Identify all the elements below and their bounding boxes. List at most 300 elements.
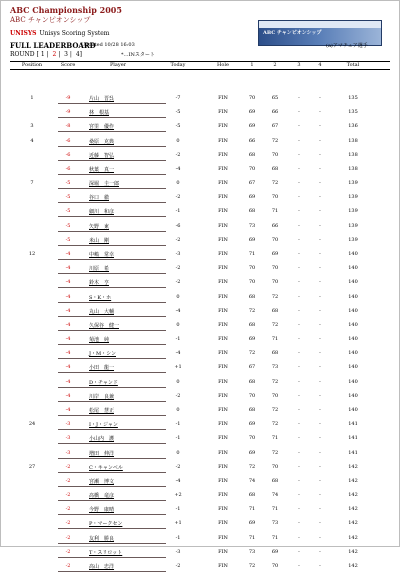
- table-row: [0, 205, 400, 217]
- round-3-cell: -: [298, 236, 300, 243]
- round-label: ROUND: [10, 51, 35, 58]
- round-3-cell: -: [298, 449, 300, 456]
- player-name[interactable]: 丸山 大輔: [89, 308, 115, 315]
- today-cell: -1: [175, 506, 181, 513]
- round-2-cell: 67: [271, 123, 279, 130]
- round-3-cell: -: [298, 123, 300, 130]
- round-1-cell: 70: [248, 95, 256, 101]
- total-cell: 140: [348, 250, 358, 257]
- player-name[interactable]: 谷口 徹: [89, 195, 110, 202]
- player-name[interactable]: 松尾 慧正: [89, 407, 115, 414]
- today-cell: -2: [175, 265, 181, 272]
- score-cell: -4: [65, 250, 71, 257]
- today-cell: 0: [176, 137, 180, 144]
- score-cell: -4: [65, 392, 71, 399]
- score-cell: -4: [65, 279, 71, 286]
- player-name[interactable]: 深堀 圭一郎: [89, 181, 120, 188]
- round-4-cell: -: [319, 293, 321, 300]
- round-1-cell: 66: [248, 137, 256, 144]
- table-row: [0, 149, 400, 161]
- hole-cell: FIN: [218, 109, 228, 116]
- score-cell: -4: [65, 406, 71, 413]
- round-3-cell: -: [298, 463, 300, 470]
- round-1-cell: 70: [248, 165, 256, 172]
- round-3-cell: -: [298, 208, 300, 215]
- score-cell: -4: [65, 364, 71, 371]
- hole-cell: FIN: [218, 165, 228, 172]
- position-cell: 3: [30, 123, 34, 130]
- score-cell: -2: [65, 520, 71, 527]
- table-row: [0, 390, 400, 402]
- round-3-cell: -: [298, 562, 300, 569]
- total-cell: 142: [348, 562, 358, 569]
- player-name[interactable]: 髙山 忠洋: [89, 563, 115, 570]
- hole-cell: FIN: [218, 236, 228, 243]
- player-name[interactable]: 川原 希: [89, 266, 110, 273]
- round-2-cell: 72: [271, 321, 279, 328]
- round-1-cell: 69: [248, 449, 256, 456]
- round-3-cell: -: [298, 137, 300, 144]
- round-2-cell: 71: [271, 336, 279, 343]
- total-cell: 138: [348, 137, 358, 144]
- score-cell: -5: [65, 194, 71, 201]
- table-row: [0, 461, 400, 473]
- table-row: [0, 163, 400, 175]
- player-name[interactable]: 鈴木 亨: [89, 280, 110, 287]
- hole-cell: FIN: [218, 477, 228, 484]
- sponsor-line: [10, 30, 110, 37]
- round-4-cell: -: [319, 449, 321, 456]
- player-name[interactable]: D・チャンド: [89, 379, 118, 386]
- table-row: [0, 234, 400, 246]
- round-2-cell: 66: [271, 109, 279, 116]
- position-cell: 4: [30, 137, 34, 144]
- table-row: [0, 291, 400, 303]
- total-cell: 141: [348, 421, 358, 428]
- hole-cell: FIN: [218, 392, 228, 399]
- row-divider: [58, 273, 166, 274]
- player-name[interactable]: 増田 伸洋: [89, 450, 115, 457]
- hole-cell: FIN: [218, 449, 228, 456]
- row-divider: [58, 287, 166, 288]
- player-name[interactable]: 秋葉 真一: [89, 166, 115, 173]
- row-divider: [58, 387, 166, 388]
- round-4-cell: -: [319, 562, 321, 569]
- total-cell: 139: [348, 222, 358, 229]
- row-divider: [58, 231, 166, 232]
- table-row: [0, 517, 400, 529]
- round-1-cell: 70: [248, 279, 256, 286]
- score-cell: -5: [65, 236, 71, 243]
- table-row: [0, 120, 400, 132]
- round-1-cell: 67: [248, 364, 256, 371]
- score-cell: -3: [65, 435, 71, 442]
- position-cell: 12: [28, 250, 36, 257]
- round-2-cell: 70: [271, 392, 279, 399]
- round-link-3[interactable]: 3: [64, 51, 68, 58]
- table-row: [0, 361, 400, 373]
- row-divider: [58, 543, 166, 544]
- today-cell: -7: [175, 95, 181, 101]
- row-divider: [58, 358, 166, 359]
- round-1-cell: 70: [248, 392, 256, 399]
- round-4-cell: -: [319, 520, 321, 527]
- hole-cell: FIN: [218, 562, 228, 569]
- hole-cell: FIN: [218, 194, 228, 201]
- round-3-cell: -: [298, 520, 300, 527]
- total-cell: 136: [348, 123, 358, 130]
- round-4-cell: -: [319, 265, 321, 272]
- score-cell: -2: [65, 506, 71, 513]
- round-1-cell: 72: [248, 463, 256, 470]
- round-3-cell: -: [298, 321, 300, 328]
- round-2-cell: 68: [271, 477, 279, 484]
- row-divider: [58, 259, 166, 260]
- hole-cell: FIN: [218, 350, 228, 357]
- table-row: [0, 92, 400, 104]
- round-link-1[interactable]: 1: [40, 51, 45, 58]
- round-3-cell: -: [298, 378, 300, 385]
- round-1-cell: 69: [248, 123, 256, 130]
- today-cell: -2: [175, 392, 181, 399]
- score-cell: -4: [65, 350, 71, 357]
- round-1-cell: 72: [248, 350, 256, 357]
- total-cell: 142: [348, 506, 358, 513]
- total-cell: 140: [348, 307, 358, 314]
- player-name[interactable]: I・J・ジャン: [89, 422, 118, 429]
- total-cell: 138: [348, 151, 358, 158]
- player-name[interactable]: 矢野 東: [89, 223, 110, 230]
- round-4-cell: -: [319, 137, 321, 144]
- score-cell: -2: [65, 492, 71, 499]
- round-2-cell: 69: [271, 250, 279, 257]
- table-row: [0, 532, 400, 544]
- round-1-cell: 71: [248, 534, 256, 541]
- hole-cell: FIN: [218, 463, 228, 470]
- score-cell: -9: [65, 109, 71, 116]
- today-cell: 0: [176, 449, 180, 456]
- round-4-cell: -: [319, 165, 321, 172]
- row-divider: [58, 316, 166, 317]
- round-link-4[interactable]: 4: [75, 51, 80, 58]
- score-cell: -4: [65, 378, 71, 385]
- col-round-3: 3: [297, 62, 301, 68]
- round-4-cell: -: [319, 364, 321, 371]
- table-row: [0, 305, 400, 317]
- table-row: [0, 333, 400, 345]
- row-divider: [58, 514, 166, 515]
- score-cell: -6: [65, 137, 71, 144]
- today-cell: -1: [175, 336, 181, 343]
- round-2-cell: 70: [271, 265, 279, 272]
- row-divider: [58, 117, 166, 118]
- score-cell: -2: [65, 562, 71, 569]
- today-cell: 0: [176, 321, 180, 328]
- total-cell: 140: [348, 350, 358, 357]
- round-4-cell: -: [319, 406, 321, 413]
- round-2-cell: 70: [271, 236, 279, 243]
- round-3-cell: -: [298, 165, 300, 172]
- round-3-cell: -: [298, 406, 300, 413]
- round-1-cell: 68: [248, 321, 256, 328]
- row-divider: [58, 429, 166, 430]
- round-2-cell: 68: [271, 165, 279, 172]
- row-divider: [58, 216, 166, 217]
- score-cell: -6: [65, 151, 71, 158]
- table-row: [0, 248, 400, 260]
- total-cell: 140: [348, 279, 358, 286]
- player-name[interactable]: 宮里 優作: [89, 124, 115, 131]
- score-cell: -5: [65, 222, 71, 229]
- hole-cell: FIN: [218, 279, 228, 286]
- table-row: [0, 262, 400, 274]
- player-name[interactable]: 林 根基: [89, 110, 110, 117]
- today-cell: -4: [175, 477, 181, 484]
- hole-cell: FIN: [218, 492, 228, 499]
- total-cell: 135: [348, 95, 358, 101]
- row-divider: [58, 103, 166, 104]
- table-row: [0, 418, 400, 430]
- row-divider: [58, 528, 166, 529]
- row-divider: [58, 401, 166, 402]
- today-cell: -1: [175, 208, 181, 215]
- position-cell: 27: [28, 463, 36, 470]
- score-cell: -4: [65, 307, 71, 314]
- today-cell: -2: [175, 236, 181, 243]
- round-selector: ROUND [ 1 | 2 | 3 | 4]: [10, 51, 82, 58]
- round-3-cell: -: [298, 95, 300, 101]
- score-cell: -6: [65, 165, 71, 172]
- player-name[interactable]: 細川 和彦: [89, 209, 115, 216]
- hole-cell: FIN: [218, 548, 228, 555]
- score-cell: -2: [65, 463, 71, 470]
- round-1-cell: 73: [248, 222, 256, 229]
- player-name[interactable]: 髙橋 竜彦: [89, 493, 115, 500]
- table-row: [0, 546, 400, 558]
- round-3-cell: -: [298, 477, 300, 484]
- total-cell: 138: [348, 165, 358, 172]
- player-name[interactable]: 久保谷 健一: [89, 322, 120, 329]
- hole-cell: FIN: [218, 95, 228, 101]
- table-row: [0, 447, 400, 459]
- player-name[interactable]: 桑原 克典: [89, 138, 115, 145]
- total-cell: 142: [348, 463, 358, 470]
- today-cell: 0: [176, 406, 180, 413]
- round-4-cell: -: [319, 506, 321, 513]
- sponsor-logo: UNISYS: [10, 30, 37, 37]
- total-cell: 140: [348, 265, 358, 272]
- score-cell: -2: [65, 477, 71, 484]
- round-3-cell: -: [298, 492, 300, 499]
- round-3-cell: -: [298, 506, 300, 513]
- col-hole: Hole: [217, 62, 229, 68]
- round-2-cell: 72: [271, 421, 279, 428]
- row-divider: [58, 245, 166, 246]
- row-divider: [58, 188, 166, 189]
- hole-cell: FIN: [218, 378, 228, 385]
- table-row: [0, 475, 400, 487]
- total-cell: 140: [348, 364, 358, 371]
- table-row: [0, 347, 400, 359]
- row-divider: [58, 443, 166, 444]
- today-cell: -5: [175, 123, 181, 130]
- score-cell: -3: [65, 421, 71, 428]
- col-total: Total: [346, 62, 360, 68]
- round-4-cell: -: [319, 477, 321, 484]
- position-cell: 1: [30, 95, 34, 101]
- round-4-cell: -: [319, 463, 321, 470]
- round-link-2[interactable]: 2: [52, 51, 57, 58]
- total-cell: 142: [348, 477, 358, 484]
- updated-timestamp: Updated 10/28 16:03: [81, 42, 135, 48]
- round-1-cell: 68: [248, 492, 256, 499]
- player-name[interactable]: S・K・ホ: [89, 294, 112, 301]
- hole-cell: FIN: [218, 180, 228, 187]
- player-name[interactable]: 米山 剛: [89, 237, 110, 244]
- today-cell: -4: [175, 350, 181, 357]
- row-divider: [58, 486, 166, 487]
- round-3-cell: -: [298, 421, 300, 428]
- player-name[interactable]: 近藤 智弘: [89, 152, 115, 159]
- col-score: Score: [60, 62, 76, 68]
- round-4-cell: -: [319, 350, 321, 357]
- hole-cell: FIN: [218, 293, 228, 300]
- round-1-cell: 69: [248, 194, 256, 201]
- hole-cell: FIN: [218, 364, 228, 371]
- round-4-cell: -: [319, 208, 321, 215]
- round-2-cell: 72: [271, 137, 279, 144]
- round-2-cell: 72: [271, 406, 279, 413]
- round-1-cell: 69: [248, 109, 256, 116]
- row-divider: [58, 372, 166, 373]
- today-cell: -1: [175, 421, 181, 428]
- today-cell: +1: [174, 364, 182, 371]
- round-3-cell: -: [298, 350, 300, 357]
- round-3-cell: -: [298, 109, 300, 116]
- row-divider: [58, 458, 166, 459]
- hole-cell: FIN: [218, 406, 228, 413]
- amateur-note: (a)アマチュア選手: [326, 43, 368, 49]
- total-cell: 139: [348, 208, 358, 215]
- round-2-cell: 70: [271, 562, 279, 569]
- total-cell: 142: [348, 534, 358, 541]
- table-row: [0, 135, 400, 147]
- player-name[interactable]: P・マークセン: [89, 521, 123, 528]
- row-divider: [58, 500, 166, 501]
- table-row: [0, 489, 400, 501]
- row-divider: [58, 302, 166, 303]
- round-3-cell: -: [298, 336, 300, 343]
- player-name[interactable]: 中嶋 常幸: [89, 251, 115, 258]
- round-4-cell: -: [319, 250, 321, 257]
- round-3-cell: -: [298, 435, 300, 442]
- score-cell: -5: [65, 208, 71, 215]
- table-row: [0, 432, 400, 444]
- total-cell: 142: [348, 548, 358, 555]
- player-name[interactable]: 今野 康晴: [89, 507, 115, 514]
- round-2-cell: 72: [271, 180, 279, 187]
- round-4-cell: -: [319, 236, 321, 243]
- today-cell: -2: [175, 194, 181, 201]
- round-1-cell: 71: [248, 250, 256, 257]
- round-3-cell: -: [298, 194, 300, 201]
- player-name[interactable]: 片山 晋呉: [89, 96, 115, 102]
- banner-text: ABC チャンピオンシップ: [263, 30, 322, 36]
- hole-cell: FIN: [218, 534, 228, 541]
- round-2-cell: 71: [271, 208, 279, 215]
- col-round-1: 1: [250, 62, 254, 68]
- total-cell: 140: [348, 321, 358, 328]
- col-round-2: 2: [273, 62, 277, 68]
- row-divider: [58, 344, 166, 345]
- round-4-cell: -: [319, 123, 321, 130]
- leaderboard-title: FULL LEADERBOARD: [10, 41, 96, 50]
- player-name[interactable]: T・スリロット: [89, 549, 123, 556]
- round-1-cell: 69: [248, 236, 256, 243]
- total-cell: 140: [348, 293, 358, 300]
- player-name[interactable]: 川岸 良兼: [89, 393, 115, 400]
- round-4-cell: -: [319, 378, 321, 385]
- today-cell: -1: [175, 534, 181, 541]
- round-2-cell: 68: [271, 307, 279, 314]
- total-cell: 142: [348, 492, 358, 499]
- score-cell: -2: [65, 548, 71, 555]
- hole-cell: FIN: [218, 321, 228, 328]
- player-name[interactable]: J・M・シン: [89, 351, 116, 358]
- today-cell: +2: [174, 492, 182, 499]
- today-cell: -1: [175, 435, 181, 442]
- round-2-cell: 69: [271, 548, 279, 555]
- sponsor-text: Unisys Scoring System: [39, 30, 110, 37]
- round-2-cell: 70: [271, 151, 279, 158]
- player-name[interactable]: C・キャンベル: [89, 464, 123, 471]
- round-3-cell: -: [298, 534, 300, 541]
- tournament-title: ABC Championship 2005: [10, 5, 122, 15]
- round-1-cell: 68: [248, 208, 256, 215]
- round-4-cell: -: [319, 435, 321, 442]
- total-cell: 140: [348, 378, 358, 385]
- table-row: [0, 404, 400, 416]
- total-cell: 141: [348, 435, 358, 442]
- round-4-cell: -: [319, 109, 321, 116]
- round-2-cell: 72: [271, 378, 279, 385]
- col-today: Today: [170, 62, 186, 68]
- hole-cell: FIN: [218, 435, 228, 442]
- round-4-cell: -: [319, 194, 321, 201]
- player-name[interactable]: 友利 勝良: [89, 535, 115, 542]
- hole-cell: FIN: [218, 265, 228, 272]
- round-1-cell: 72: [248, 307, 256, 314]
- today-cell: +1: [174, 520, 182, 527]
- row-divider: [58, 472, 166, 473]
- round-1-cell: 70: [248, 435, 256, 442]
- player-name[interactable]: 小田 龍一: [89, 365, 115, 372]
- round-2-cell: 72: [271, 449, 279, 456]
- player-name[interactable]: 宮瀬 博文: [89, 478, 115, 485]
- row-divider: [58, 202, 166, 203]
- col-round-4: 4: [318, 62, 322, 68]
- round-3-cell: -: [298, 364, 300, 371]
- round-3-cell: -: [298, 392, 300, 399]
- round-4-cell: -: [319, 279, 321, 286]
- today-cell: -4: [175, 165, 181, 172]
- row-divider: [58, 330, 166, 331]
- hole-cell: FIN: [218, 520, 228, 527]
- round-1-cell: 69: [248, 336, 256, 343]
- player-name[interactable]: 小山内 護: [89, 436, 115, 443]
- round-3-cell: -: [298, 250, 300, 257]
- player-name[interactable]: 菊池 純: [89, 337, 110, 344]
